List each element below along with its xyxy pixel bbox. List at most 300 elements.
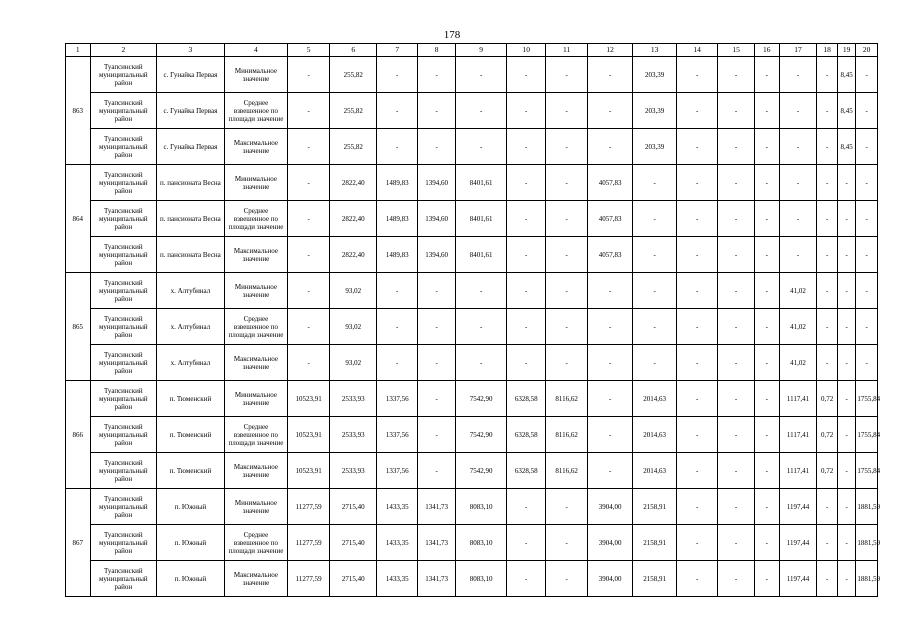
- table-cell: -: [718, 201, 755, 237]
- table-cell: п. Южный: [157, 561, 225, 597]
- table-cell: -: [588, 453, 633, 489]
- table-cell: 4057,83: [588, 237, 633, 273]
- table-cell: -: [546, 345, 588, 381]
- page-number: 178: [443, 29, 461, 41]
- table-cell: 1394,60: [418, 237, 456, 273]
- table-cell: -: [817, 165, 837, 201]
- table-row: [66, 345, 878, 381]
- column-header: 1: [66, 44, 91, 57]
- table-cell: -: [288, 165, 330, 201]
- table-cell: Туапсинский муниципальный район: [90, 489, 157, 525]
- table-cell: -: [288, 57, 330, 93]
- table-cell: 2533,93: [330, 381, 377, 417]
- column-header: 4: [224, 44, 287, 57]
- table-cell: -: [817, 201, 837, 237]
- table-cell: 8,45: [837, 57, 855, 93]
- table-cell: -: [677, 381, 718, 417]
- table-cell: 8083,10: [456, 525, 507, 561]
- table-cell: Туапсинский муниципальный район: [90, 525, 157, 561]
- table-cell: -: [546, 57, 588, 93]
- table-cell: -: [779, 165, 817, 201]
- table-cell: 1394,60: [418, 165, 456, 201]
- table-cell: -: [418, 57, 456, 93]
- table-cell: -: [588, 381, 633, 417]
- table-row: [66, 57, 878, 93]
- table-cell: 8401,61: [456, 237, 507, 273]
- table-cell: 2822,40: [330, 201, 377, 237]
- table-cell: -: [677, 453, 718, 489]
- column-header: 9: [456, 44, 507, 57]
- table-cell: -: [677, 273, 718, 309]
- table-cell: п. Тюменский: [157, 417, 225, 453]
- table-cell: -: [677, 345, 718, 381]
- table-cell: -: [718, 561, 755, 597]
- table-row: [66, 489, 878, 525]
- table-cell: Туапсинский муниципальный район: [90, 237, 157, 273]
- table-cell: п. Тюменский: [157, 453, 225, 489]
- table-cell: -: [456, 273, 507, 309]
- table-cell: 1197,44: [779, 525, 817, 561]
- table-cell: 255,82: [330, 129, 377, 165]
- column-header: 5: [288, 44, 330, 57]
- table-cell: -: [418, 273, 456, 309]
- table-cell: 2822,40: [330, 165, 377, 201]
- table-cell: -: [817, 237, 837, 273]
- table-cell: -: [755, 57, 780, 93]
- data-table: [65, 43, 881, 597]
- table-cell: Минимальное значение: [224, 273, 287, 309]
- table-cell: п. Тюменский: [157, 381, 225, 417]
- column-header: 19: [837, 44, 855, 57]
- table-cell: п. пансионата Весна: [157, 237, 225, 273]
- table-cell: 2158,91: [633, 525, 677, 561]
- table-cell: -: [779, 129, 817, 165]
- table-cell: -: [677, 57, 718, 93]
- table-cell: 7542,90: [456, 453, 507, 489]
- table-cell: -: [633, 201, 677, 237]
- table-cell: -: [755, 129, 780, 165]
- table-cell: п. Южный: [157, 489, 225, 525]
- table-cell: -: [779, 93, 817, 129]
- table-cell: -: [817, 525, 837, 561]
- table-cell: -: [288, 237, 330, 273]
- table-cell: 3904,00: [588, 561, 633, 597]
- table-cell: -: [718, 309, 755, 345]
- table-cell: -: [507, 129, 546, 165]
- table-cell: -: [755, 201, 780, 237]
- table-cell: -: [546, 309, 588, 345]
- table-cell: -: [377, 309, 418, 345]
- table-cell: 11277,59: [288, 525, 330, 561]
- column-header: 14: [677, 44, 718, 57]
- table-cell: -: [633, 345, 677, 381]
- table-cell: Максимальное значение: [224, 129, 287, 165]
- table-cell: -: [779, 237, 817, 273]
- table-cell: -: [546, 165, 588, 201]
- table-row: [66, 309, 878, 345]
- table-cell: -: [718, 129, 755, 165]
- table-cell: -: [546, 93, 588, 129]
- table-cell: -: [755, 417, 780, 453]
- table-cell: -: [418, 129, 456, 165]
- table-cell: -: [856, 345, 878, 381]
- table-cell: -: [588, 57, 633, 93]
- column-header: 12: [588, 44, 633, 57]
- table-cell: 41,02: [779, 273, 817, 309]
- table-cell: 1197,44: [779, 489, 817, 525]
- table-cell: -: [546, 201, 588, 237]
- table-cell: п. пансионата Весна: [157, 165, 225, 201]
- column-header: 8: [418, 44, 456, 57]
- table-cell: с. Гунайка Первая: [157, 57, 225, 93]
- row-group-id: 864: [66, 165, 91, 273]
- table-cell: -: [837, 309, 855, 345]
- table-cell: -: [546, 273, 588, 309]
- table-cell: Минимальное значение: [224, 489, 287, 525]
- table-cell: -: [755, 489, 780, 525]
- table-cell: -: [507, 201, 546, 237]
- table-cell: -: [588, 93, 633, 129]
- table-cell: Максимальное значение: [224, 345, 287, 381]
- table-cell: 6328,58: [507, 453, 546, 489]
- table-cell: 2715,40: [330, 525, 377, 561]
- table-row: [66, 417, 878, 453]
- table-cell: Минимальное значение: [224, 381, 287, 417]
- table-cell: -: [677, 93, 718, 129]
- table-cell: -: [288, 345, 330, 381]
- table-cell: Среднее взвешенное по площади значение: [224, 309, 287, 345]
- table-cell: -: [456, 309, 507, 345]
- table-cell: Среднее взвешенное по площади значение: [224, 525, 287, 561]
- column-header: 7: [377, 44, 418, 57]
- table-cell: -: [718, 237, 755, 273]
- table-cell: -: [817, 129, 837, 165]
- table-cell: Туапсинский муниципальный район: [90, 129, 157, 165]
- table-cell: -: [546, 561, 588, 597]
- table-cell: -: [856, 309, 878, 345]
- table-cell: -: [837, 345, 855, 381]
- table-cell: -: [677, 309, 718, 345]
- table-cell: 0,72: [817, 453, 837, 489]
- table-cell: п. Южный: [157, 525, 225, 561]
- table-cell: 255,82: [330, 57, 377, 93]
- table-cell: -: [718, 417, 755, 453]
- table-cell: -: [418, 381, 456, 417]
- table-cell: 2715,40: [330, 561, 377, 597]
- table-cell: 203,39: [633, 93, 677, 129]
- table-cell: -: [588, 309, 633, 345]
- table-cell: -: [837, 489, 855, 525]
- table-cell: 6328,58: [507, 381, 546, 417]
- table-cell: -: [677, 489, 718, 525]
- table-cell: -: [677, 201, 718, 237]
- table-cell: -: [507, 237, 546, 273]
- table-cell: 1337,56: [377, 417, 418, 453]
- table-cell: 11277,59: [288, 489, 330, 525]
- table-cell: -: [377, 57, 418, 93]
- table-row: [66, 237, 878, 273]
- column-header: 15: [718, 44, 755, 57]
- table-cell: Туапсинский муниципальный район: [90, 57, 157, 93]
- table-cell: -: [288, 201, 330, 237]
- table-cell: 8401,61: [456, 201, 507, 237]
- table-cell: Минимальное значение: [224, 57, 287, 93]
- table-cell: Туапсинский муниципальный район: [90, 93, 157, 129]
- table-cell: -: [633, 237, 677, 273]
- table-cell: -: [755, 525, 780, 561]
- table-cell: -: [677, 129, 718, 165]
- table-cell: с. Гунайка Первая: [157, 129, 225, 165]
- row-group-id: 866: [66, 381, 91, 489]
- table-cell: -: [718, 381, 755, 417]
- table-cell: Среднее взвешенное по площади значение: [224, 417, 287, 453]
- table-cell: -: [779, 57, 817, 93]
- table-cell: х. Алтубинал: [157, 345, 225, 381]
- table-cell: -: [856, 237, 878, 273]
- table-cell: -: [856, 129, 878, 165]
- table-cell: -: [856, 201, 878, 237]
- column-header: 20: [856, 44, 878, 57]
- table-row: [66, 381, 878, 417]
- table-cell: 1117,41: [779, 453, 817, 489]
- table-cell: 1489,83: [377, 165, 418, 201]
- column-header: 17: [779, 44, 817, 57]
- table-cell: Туапсинский муниципальный район: [90, 201, 157, 237]
- table-cell: 4057,83: [588, 201, 633, 237]
- table-row: [66, 525, 878, 561]
- table-cell: -: [377, 129, 418, 165]
- table-cell: 2533,93: [330, 417, 377, 453]
- table-cell: -: [837, 561, 855, 597]
- table-cell: 1433,35: [377, 525, 418, 561]
- table-cell: -: [817, 93, 837, 129]
- table-cell: 0,72: [817, 417, 837, 453]
- table-cell: -: [507, 165, 546, 201]
- table-cell: 1394,60: [418, 201, 456, 237]
- table-cell: -: [507, 525, 546, 561]
- table-cell: 1341,73: [418, 525, 456, 561]
- table-cell: 1337,56: [377, 381, 418, 417]
- table-cell: -: [588, 273, 633, 309]
- table-cell: -: [546, 525, 588, 561]
- table-cell: 1197,44: [779, 561, 817, 597]
- table-cell: -: [377, 345, 418, 381]
- table-cell: -: [677, 561, 718, 597]
- table-cell: Туапсинский муниципальный район: [90, 417, 157, 453]
- table-cell: 1341,73: [418, 489, 456, 525]
- table-cell: 10523,91: [288, 381, 330, 417]
- table-cell: -: [588, 345, 633, 381]
- table-cell: 2158,91: [633, 561, 677, 597]
- table-cell: 8083,10: [456, 561, 507, 597]
- table-cell: -: [456, 345, 507, 381]
- table-row: [66, 273, 878, 309]
- table-cell: -: [856, 273, 878, 309]
- table-cell: -: [288, 309, 330, 345]
- table-cell: 10523,91: [288, 453, 330, 489]
- table-cell: 2014,63: [633, 417, 677, 453]
- table-cell: 93,02: [330, 273, 377, 309]
- row-group-id: 867: [66, 489, 91, 597]
- table-cell: 93,02: [330, 345, 377, 381]
- table-cell: -: [418, 309, 456, 345]
- table-cell: 6328,58: [507, 417, 546, 453]
- table-body: [66, 57, 881, 597]
- table-cell: Туапсинский муниципальный район: [90, 309, 157, 345]
- table-cell: 1881,59: [856, 489, 878, 525]
- table-cell: Туапсинский муниципальный район: [90, 381, 157, 417]
- table-cell: 2715,40: [330, 489, 377, 525]
- table-cell: -: [837, 273, 855, 309]
- table-cell: -: [288, 273, 330, 309]
- table-cell: Минимальное значение: [224, 165, 287, 201]
- table-cell: -: [817, 345, 837, 381]
- table-cell: 1755,84: [856, 453, 878, 489]
- table-cell: -: [718, 93, 755, 129]
- table-cell: -: [779, 201, 817, 237]
- table-cell: 8,45: [837, 129, 855, 165]
- table-cell: -: [817, 273, 837, 309]
- table-cell: 203,39: [633, 57, 677, 93]
- table-cell: -: [418, 345, 456, 381]
- table-cell: 1755,84: [856, 417, 878, 453]
- table-cell: 7542,90: [456, 417, 507, 453]
- table-cell: Туапсинский муниципальный район: [90, 453, 157, 489]
- column-header: 18: [817, 44, 837, 57]
- table-cell: 1489,83: [377, 201, 418, 237]
- table-cell: 203,39: [633, 129, 677, 165]
- table-cell: 1489,83: [377, 237, 418, 273]
- table-cell: -: [507, 273, 546, 309]
- row-group-id: 863: [66, 57, 91, 165]
- table-cell: 41,02: [779, 309, 817, 345]
- table-cell: -: [755, 237, 780, 273]
- table-row: [66, 129, 878, 165]
- table-cell: -: [418, 453, 456, 489]
- table-cell: -: [837, 525, 855, 561]
- table-cell: -: [837, 237, 855, 273]
- table-cell: -: [588, 129, 633, 165]
- table-cell: -: [837, 417, 855, 453]
- table-cell: 255,82: [330, 93, 377, 129]
- table-cell: -: [507, 561, 546, 597]
- table-cell: 3904,00: [588, 525, 633, 561]
- table-cell: -: [755, 165, 780, 201]
- table-cell: 41,02: [779, 345, 817, 381]
- table-cell: Туапсинский муниципальный район: [90, 273, 157, 309]
- table-cell: х. Алтубинал: [157, 273, 225, 309]
- table-cell: 2158,91: [633, 489, 677, 525]
- table-cell: Максимальное значение: [224, 237, 287, 273]
- column-header: 2: [90, 44, 157, 57]
- table-cell: -: [718, 57, 755, 93]
- table-cell: 7542,90: [456, 381, 507, 417]
- column-header: 10: [507, 44, 546, 57]
- table-cell: 3904,00: [588, 489, 633, 525]
- table-cell: 1117,41: [779, 417, 817, 453]
- column-header: 13: [633, 44, 677, 57]
- table-cell: 1881,59: [856, 525, 878, 561]
- table-cell: х. Алтубинал: [157, 309, 225, 345]
- table-cell: -: [507, 57, 546, 93]
- table-cell: Максимальное значение: [224, 453, 287, 489]
- table-cell: -: [633, 309, 677, 345]
- table-cell: 8401,61: [456, 165, 507, 201]
- table-cell: -: [718, 345, 755, 381]
- table-cell: -: [588, 417, 633, 453]
- table-header-row: [66, 44, 878, 57]
- table-cell: -: [837, 165, 855, 201]
- table-cell: 2014,63: [633, 381, 677, 417]
- table-cell: -: [677, 165, 718, 201]
- table-cell: Среднее взвешенное по площади значение: [224, 201, 287, 237]
- table-cell: Максимальное значение: [224, 561, 287, 597]
- table-cell: -: [633, 165, 677, 201]
- table-cell: -: [755, 93, 780, 129]
- table-row: [66, 93, 878, 129]
- table-cell: 2533,93: [330, 453, 377, 489]
- table-cell: 1881,59: [856, 561, 878, 597]
- table-cell: п. пансионата Весна: [157, 201, 225, 237]
- table-cell: -: [677, 417, 718, 453]
- table-cell: Туапсинский муниципальный район: [90, 561, 157, 597]
- table-cell: -: [456, 129, 507, 165]
- table-cell: с. Гунайка Первая: [157, 93, 225, 129]
- table-cell: 8083,10: [456, 489, 507, 525]
- table-cell: -: [718, 273, 755, 309]
- table-cell: -: [817, 309, 837, 345]
- table-cell: -: [418, 417, 456, 453]
- column-header: 3: [157, 44, 225, 57]
- table-cell: -: [546, 489, 588, 525]
- table-cell: Туапсинский муниципальный район: [90, 345, 157, 381]
- table-cell: -: [755, 345, 780, 381]
- table-cell: 8,45: [837, 93, 855, 129]
- table-cell: -: [837, 201, 855, 237]
- table-row: [66, 165, 878, 201]
- table-cell: -: [755, 561, 780, 597]
- table-cell: -: [377, 273, 418, 309]
- table-row: [66, 201, 878, 237]
- table-cell: 4057,83: [588, 165, 633, 201]
- table-cell: 2014,63: [633, 453, 677, 489]
- table-cell: 2822,40: [330, 237, 377, 273]
- table-cell: -: [755, 309, 780, 345]
- table-cell: 1117,41: [779, 381, 817, 417]
- table-cell: -: [377, 93, 418, 129]
- table-cell: 8116,62: [546, 453, 588, 489]
- table-cell: 1341,73: [418, 561, 456, 597]
- table-cell: -: [817, 489, 837, 525]
- table-cell: -: [288, 129, 330, 165]
- table-cell: Среднее взвешенное по площади значение: [224, 93, 287, 129]
- table-cell: -: [718, 489, 755, 525]
- column-header: 16: [755, 44, 780, 57]
- table-cell: -: [507, 309, 546, 345]
- table-cell: -: [718, 453, 755, 489]
- table-cell: -: [718, 165, 755, 201]
- table-cell: -: [755, 381, 780, 417]
- table-cell: 1433,35: [377, 561, 418, 597]
- table-cell: 0,72: [817, 381, 837, 417]
- table-cell: 8116,62: [546, 417, 588, 453]
- table-cell: -: [507, 345, 546, 381]
- table-cell: -: [546, 237, 588, 273]
- table-cell: -: [755, 273, 780, 309]
- row-group-id: 865: [66, 273, 91, 381]
- table-row: [66, 453, 878, 489]
- table-cell: 11277,59: [288, 561, 330, 597]
